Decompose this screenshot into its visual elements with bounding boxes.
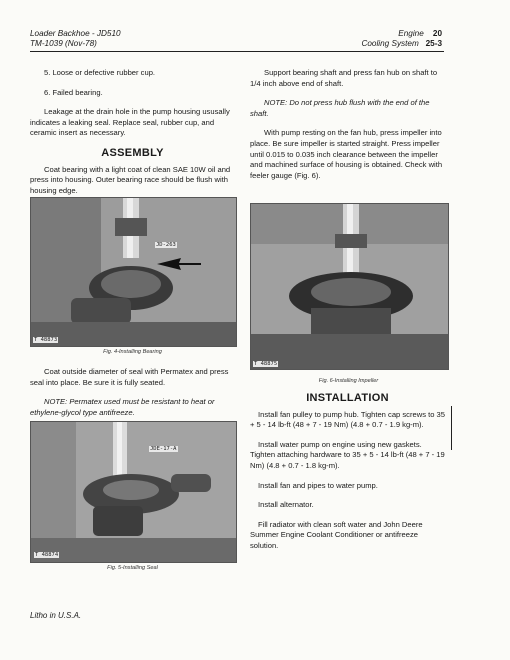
header-left xyxy=(30,29,121,49)
manual-number: TM-1039 (Nov-78) xyxy=(30,39,97,48)
page-number: 25-3 xyxy=(425,39,442,48)
hub-note: NOTE: Do not press hub flush with the end of the shaft. xyxy=(250,98,430,118)
figure-5-photo-id: T 48874 xyxy=(35,552,59,558)
pulley-paragraph: Install fan pulley to pump hub. Tighten cap screws to 35 + 5 - 14 lb-ft (48 + 7 - 19 Nm) (4.8 + 0.7 - 1.9 kg-m). xyxy=(250,409,445,430)
section-number: 20 xyxy=(432,29,442,38)
header-right xyxy=(361,29,442,49)
fan-paragraph: Install fan and pipes to water pump. xyxy=(258,480,378,490)
manual-title: Loader Backhoe - JD510 xyxy=(30,29,121,38)
leakage-paragraph: Leakage at the drain hole in the pump housing ususally indicates a leaking seal. Replace seal, rubber cup, and ceramic insert as necessary. xyxy=(30,107,230,138)
revision-bar xyxy=(451,406,452,450)
section-label: Engine xyxy=(398,29,424,38)
right-column xyxy=(250,68,445,190)
footer-litho: Litho in U.S.A. xyxy=(30,611,82,620)
list-item-6: 6. Failed bearing. xyxy=(44,87,103,97)
figure-6-caption: Fig. 6-Installing Impeller xyxy=(318,378,379,384)
coat-seal-paragraph: Coat outside diameter of seal with Permatex and press seal into place. Be sure it is fully seated. xyxy=(30,367,229,387)
installation-heading: INSTALLATION xyxy=(306,392,389,404)
impeller-paragraph: With pump resting on the fan hub, press impeller into place. Be sure impeller is started straight. Press impeller until 0.015 to 0.035 inch clearance between the impeller and machined surface of housing is obtained. Check with feeler gauge (Fig. 6). xyxy=(250,128,443,180)
figure-6-photo-id: T 48875 xyxy=(254,361,278,367)
bearing-press-illustration xyxy=(31,198,236,346)
fill-radiator-paragraph: Fill radiator with clean soft water and John Deere Summer Engine Coolant Conditioner or antifreeze solution. xyxy=(250,519,423,550)
figure-4-photo-id: T 48873 xyxy=(34,337,58,343)
figure-4-tool-tag: JD-263 xyxy=(156,242,176,248)
list-item-5: 5. Loose or defective rubber cup. xyxy=(44,68,156,77)
figure-6-photo xyxy=(250,203,449,370)
water-pump-paragraph: Install water pump on engine using new gaskets. Tighten attaching hardware to 35 + 5 - 14 lb-ft (48 + 7 - 19 Nm) (4.8 + 0.7 - 1.8 kg-m). xyxy=(250,439,445,470)
header-divider xyxy=(30,51,444,52)
installation-section xyxy=(250,393,445,561)
permatex-note: NOTE: Permatex used must be resistant to heat or ethylene-glycol type antifreeze. xyxy=(30,397,215,417)
support-paragraph: Support bearing shaft and press fan hub on shaft to 1/4 inch above end of shaft. xyxy=(250,68,438,88)
left-column xyxy=(30,68,235,205)
left-column-lower xyxy=(30,367,235,427)
alternator-paragraph: Install alternator. xyxy=(258,500,314,510)
group-label: Cooling System xyxy=(361,39,419,48)
group-line xyxy=(361,39,442,49)
assembly-heading: ASSEMBLY xyxy=(101,146,164,159)
figure-4-photo xyxy=(30,197,237,347)
impeller-press-illustration xyxy=(251,204,448,369)
figure-5-caption: Fig. 5-Installing Seal xyxy=(107,565,158,571)
section-line xyxy=(361,29,442,39)
figure-4-caption: Fig. 4-Installing Bearing xyxy=(103,349,162,355)
figure-5-photo xyxy=(30,421,237,563)
coat-bearing-paragraph: Coat bearing with a light coat of clean SAE 10W oil and press into housing. Outer bearing race should be flush with housing edge. xyxy=(30,164,231,195)
figure-5-tool-tag: JDE-17-A xyxy=(150,446,177,452)
seal-press-illustration xyxy=(31,422,236,562)
